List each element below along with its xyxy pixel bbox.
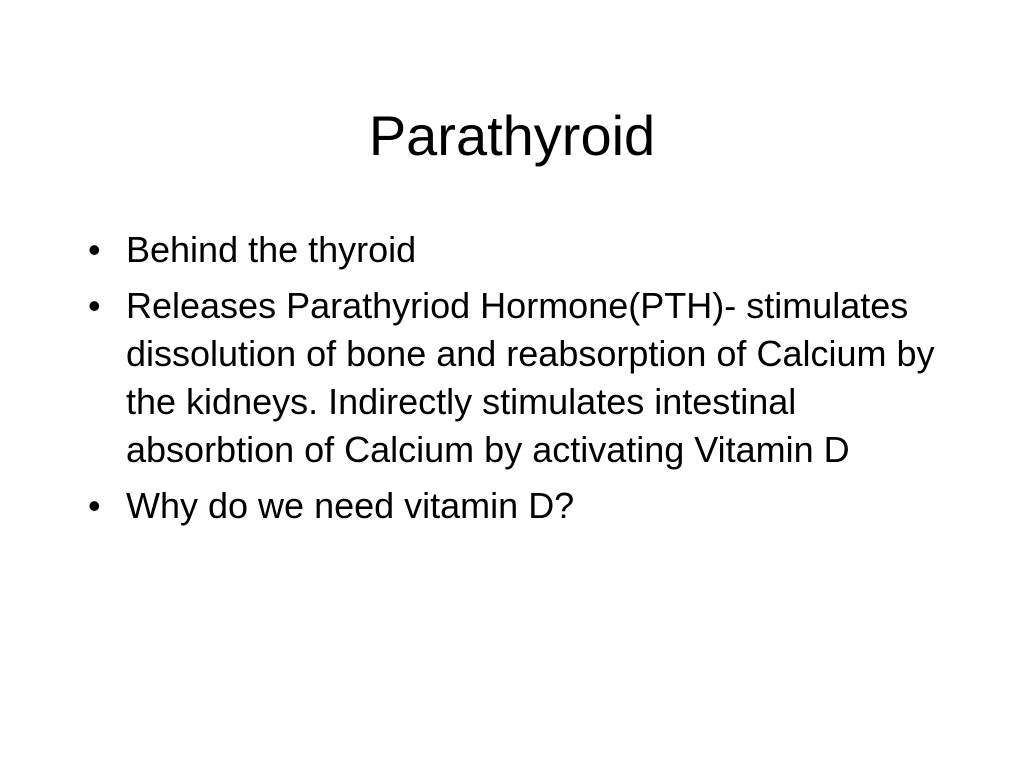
bullet-text: Behind the thyroid (126, 229, 417, 270)
bullet-item (84, 226, 944, 274)
bullet-icon: • (88, 485, 101, 526)
bullet-item (84, 282, 944, 474)
bullet-icon: • (88, 285, 101, 326)
slide-title: Parathyroid (368, 104, 656, 167)
bullet-list (84, 226, 944, 538)
bullet-text: Why do we need vitamin D? (126, 485, 575, 526)
bullet-icon: • (88, 229, 101, 270)
bullet-item (84, 482, 944, 530)
bullet-text: Releases Parathyriod Hormone(PTH)- stimulates dissolution of bone and reabsorption of Calcium by the kidneys. Indirectly stimulates intestinal absorbtion of Calcium by activating Vitamin D (126, 285, 935, 470)
